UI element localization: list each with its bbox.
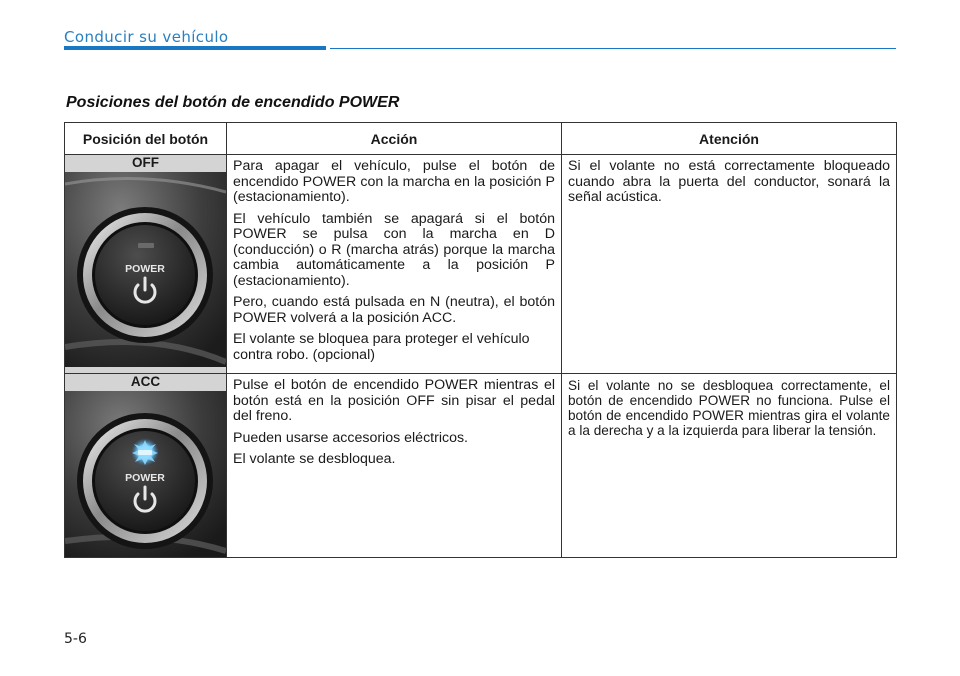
header-action: Acción [227,123,562,155]
action-paragraph: Pero, cuando está pulsada en N (neutra), el botón POWER volverá a la posición ACC. [233,294,555,326]
position-label: OFF [65,155,226,172]
action-cell-off [227,155,562,374]
caution-cell-acc: Si el volante no se desbloquea correctamente, el botón de encendido POWER no funciona. Pulse el botón de encendido POWER mientras gira el volante a la derecha y a la izquierda para liberar la tensión. [562,374,897,558]
table-row [65,155,897,374]
header-caution: Atención [562,123,897,155]
action-paragraph: El vehículo también se apagará si el botón POWER se pulsa con la marcha en D (conducción) o R (marcha atrás) porque la marcha cambia automáticamente a la posición P (estacionamiento). [233,210,555,289]
table-header-row [65,123,897,155]
header-rule-thick [64,46,326,50]
table-row [65,374,897,558]
action-paragraph: Pueden usarse accesorios eléctricos. [233,429,469,446]
section-title: Conducir su vehículo [64,28,229,46]
header-position: Posición del botón [65,123,227,155]
power-label-text: POWER [125,472,165,484]
power-button-acc-image [65,391,226,557]
action-paragraph: Para apagar el vehículo, pulse el botón de encendido POWER con la marcha en la posición P (estacionamiento). [233,158,555,205]
power-label-text: POWER [125,263,165,275]
header-rule-thin [330,48,896,50]
power-button-table [64,122,897,558]
action-paragraph: El volante se bloquea para proteger el vehículo contra robo. (opcional) [233,331,530,363]
position-cell-acc [65,374,227,558]
page-subtitle: Posiciones del botón de encendido POWER [66,94,400,111]
action-paragraph: Pulse el botón de encendido POWER mientras el botón está en la posición OFF sin pisar el pedal del freno. [233,377,555,424]
position-label: ACC [65,374,226,391]
page-number: 5-6 [64,631,87,647]
action-cell-acc [227,374,562,558]
caution-cell-off: Si el volante no está correctamente bloqueado cuando abra la puerta del conductor, sonará la señal acústica. [562,155,897,374]
power-button-off-image [65,172,226,367]
position-cell-off [65,155,227,374]
action-paragraph: El volante se desbloquea. [233,451,396,467]
